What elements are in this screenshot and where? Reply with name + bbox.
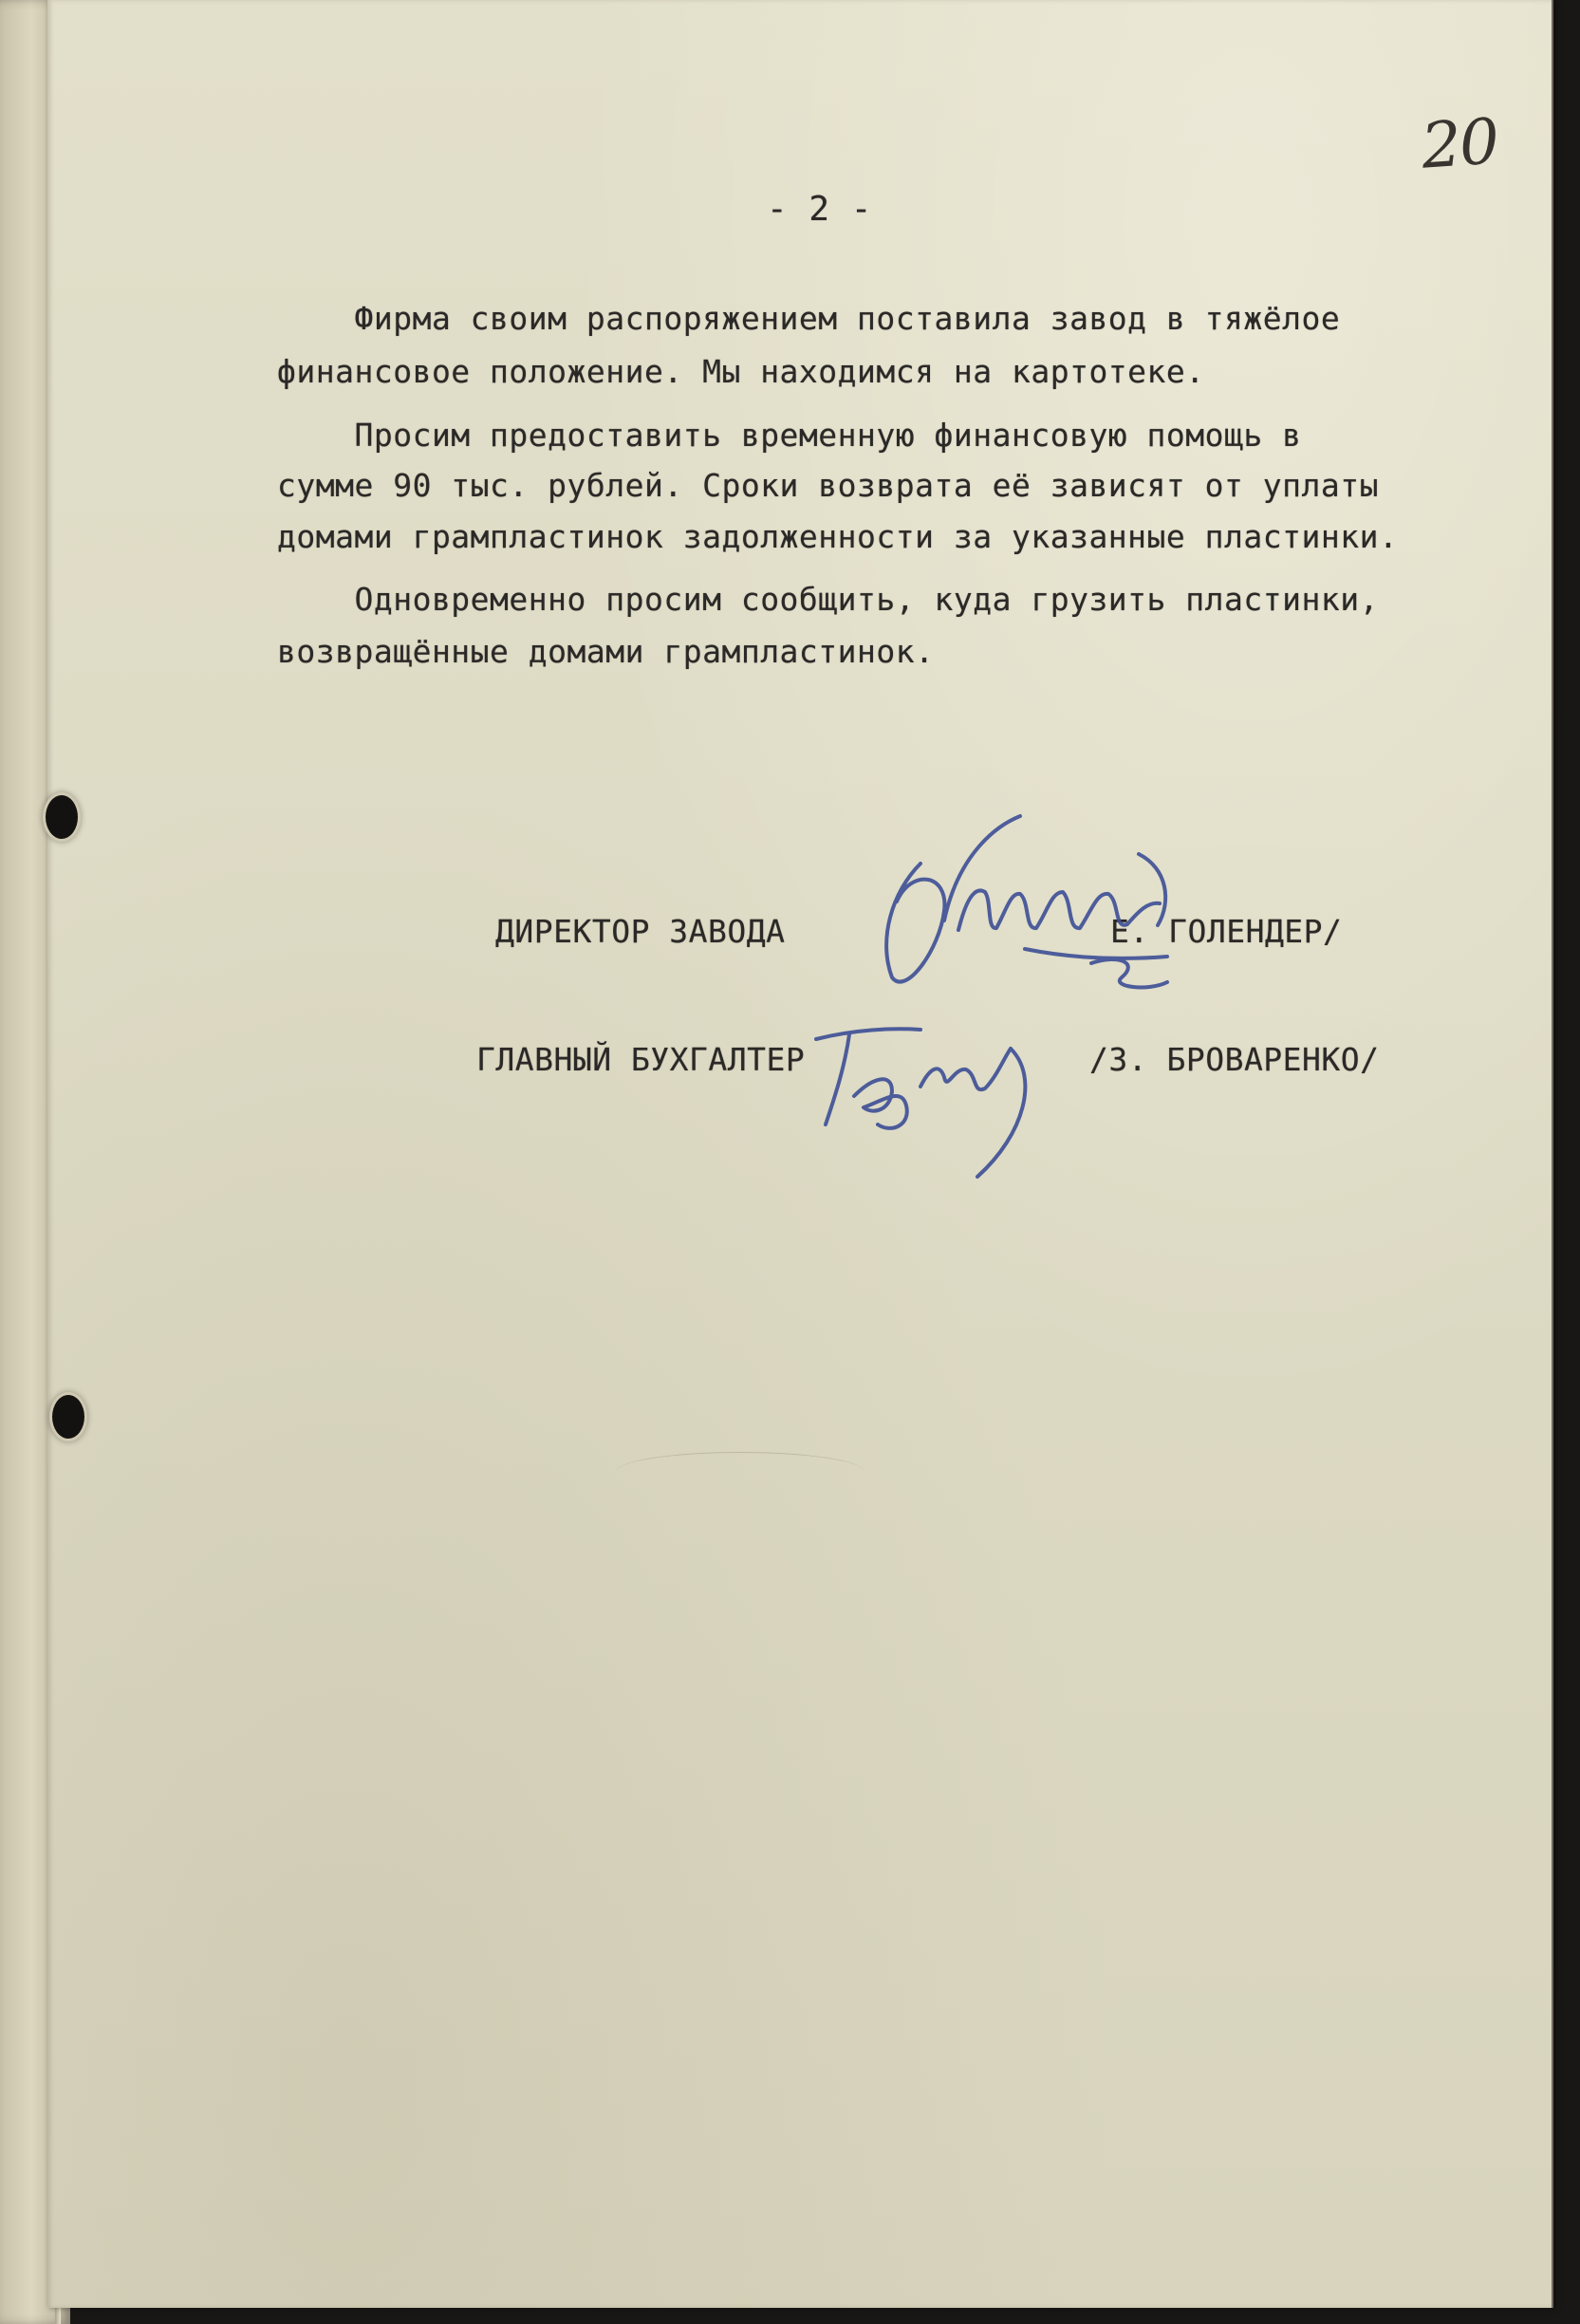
page-number: - 2 - [767, 190, 872, 229]
paragraph-2-line-2: сумме 90 тыс. рублей. Сроки возврата её зависят от уплаты [277, 467, 1379, 504]
paragraph-1-line-1: Фирма своим распоряжением поставила завод в тяжёлое [277, 300, 1341, 337]
paragraph-3-line-1: Одновременно просим сообщить, куда грузить пластинки, [277, 581, 1379, 618]
director-title: ДИРЕКТОР ЗАВОДА [495, 913, 786, 950]
accountant-handwritten-signature [797, 1001, 1063, 1191]
accountant-title: ГЛАВНЫЙ БУХГАЛТЕР [476, 1041, 806, 1078]
accountant-name: /З. БРОВАРЕНКО/ [1089, 1041, 1380, 1078]
paragraph-2-line-1: Просим предоставить временную финансовую помощь в [277, 417, 1302, 454]
director-name: Е. ГОЛЕНДЕР/ [1110, 913, 1343, 950]
paragraph-3-line-2: возвращённые домами грампластинок. [277, 633, 935, 670]
binder-hole-bottom [52, 1395, 84, 1439]
paper-crease [617, 1452, 864, 1491]
binder-hole-top [46, 795, 78, 839]
director-handwritten-signature [854, 797, 1234, 1025]
handwritten-folio-number: 20 [1419, 104, 1500, 183]
paragraph-2-line-3: домами грампластинок задолженности за указанные пластинки. [277, 518, 1399, 555]
paragraph-1-line-2: финансовое положение. Мы находимся на картотеке. [277, 353, 1205, 390]
